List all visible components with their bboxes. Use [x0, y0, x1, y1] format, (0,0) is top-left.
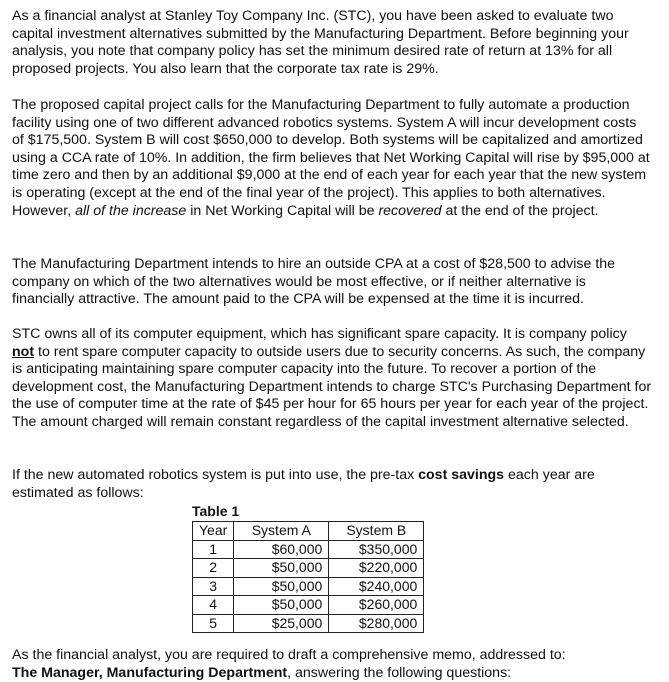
- year-cell: 5: [193, 614, 234, 633]
- system-b-cell: $350,000: [329, 540, 424, 559]
- system-a-cell: $25,000: [234, 614, 329, 633]
- table-caption: Table 1: [192, 503, 240, 519]
- project-text-3: at the end of the project.: [441, 202, 599, 219]
- savings-emphasis: cost savings: [418, 467, 505, 483]
- memo-text-2: , answering the following questions:: [287, 664, 512, 681]
- table-row: [193, 540, 424, 559]
- cost-savings-table: [192, 521, 424, 633]
- system-a-cell: $50,000: [234, 596, 329, 615]
- system-b-cell: $220,000: [329, 559, 424, 578]
- project-emphasis-increase: all of the increase: [75, 202, 187, 219]
- project-paragraph: [12, 97, 652, 220]
- table-row: [193, 614, 424, 633]
- cost-savings-table-block: [192, 503, 424, 633]
- project-emphasis-recovered: recovered: [378, 202, 442, 219]
- savings-paragraph: [12, 467, 652, 502]
- savings-text-2: each year are estimated as follows:: [12, 467, 595, 501]
- system-a-cell: $50,000: [234, 577, 329, 596]
- system-b-cell: $260,000: [329, 596, 424, 615]
- memo-addressee: The Manager, Manufacturing Department: [12, 664, 288, 681]
- cpa-paragraph: The Manufacturing Department intends to hire an outside CPA at a cost of $28,500 to advise the company on which of the two alternatives would be most effective, or if neither alternative is financially attractive. The amount paid to the CPA will be expensed at the time it is incurred.: [12, 256, 616, 308]
- year-cell: 4: [193, 596, 234, 615]
- table-row: [193, 559, 424, 578]
- header-year: Year: [193, 522, 234, 541]
- project-text-1: The proposed capital project calls for the Manufacturing Department to fully automate a production facility using one of two different advanced robotics systems. System A will incur development costs of $175,500. System B will cost $650,000 to develop. Both systems will be capitalized and amortized using a CCA rate of 10%. In addition, the firm believes that Net Working Capital will rise by $95,000 at time zero and then by an additional $9,000 at the end of each year for each year that the new system is operating (except at the end of the final year of the project). This applies to both alternatives. However,: [12, 97, 650, 219]
- computer-paragraph: [12, 326, 652, 432]
- year-cell: 2: [193, 559, 234, 578]
- intro-paragraph: As a financial analyst at Stanley Toy Company Inc. (STC), you have been asked to evaluate two capital investment alternatives submitted by the Manufacturing Department. Before beginning your analysis, you note that company policy has set the minimum desired rate of return at 13% for all proposed projects. You also learn that the corporate tax rate is 29%.: [12, 8, 629, 77]
- year-cell: 3: [193, 577, 234, 596]
- project-text-2: in Net Working Capital will be: [186, 202, 379, 219]
- table-header-row: [193, 522, 424, 541]
- system-b-cell: $280,000: [329, 614, 424, 633]
- system-a-cell: $50,000: [234, 559, 329, 578]
- memo-text-1: As the financial analyst, you are required to draft a comprehensive memo, addressed to:: [12, 647, 566, 663]
- computer-emphasis-not: not: [12, 343, 35, 360]
- system-a-cell: $60,000: [234, 540, 329, 559]
- table-row: [193, 596, 424, 615]
- computer-text-1: STC owns all of its computer equipment, which has significant spare capacity. It is company policy: [12, 326, 627, 342]
- header-system-a: System A: [234, 522, 329, 541]
- header-system-b: System B: [329, 522, 424, 541]
- computer-text-2: to rent spare computer capacity to outside users due to security concerns. As such, the company is anticipating maintaining spare computer capacity into the future. To recover a portion of the development cost, the Manufacturing Department intends to charge STC's Purchasing Department for the use of computer time at the rate of $45 per hour for 65 hours per year for each year of the project. The amount charged will remain constant regardless of the capital investment alternative selected.: [12, 343, 652, 430]
- system-b-cell: $240,000: [329, 577, 424, 596]
- memo-paragraph: [12, 647, 566, 682]
- savings-text-1: If the new automated robotics system is put into use, the pre-tax: [12, 467, 419, 483]
- year-cell: 1: [193, 540, 234, 559]
- table-row: [193, 577, 424, 596]
